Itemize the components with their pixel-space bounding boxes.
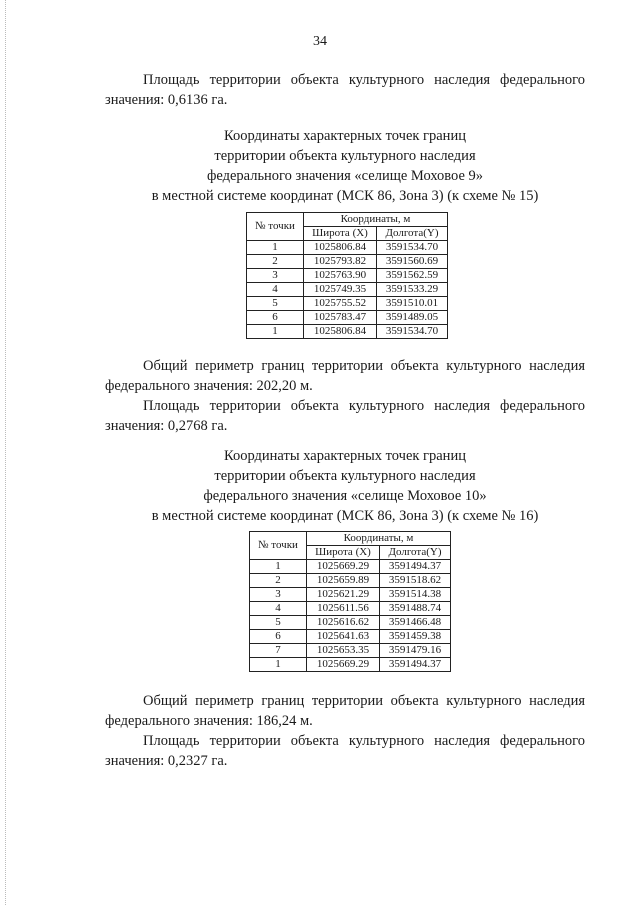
cell-latitude: 1025611.56 <box>307 602 380 616</box>
header-coordinates: Координаты, м <box>307 532 451 546</box>
table-row <box>250 616 451 630</box>
cell-point: 4 <box>250 602 307 616</box>
cell-longitude: 3591466.48 <box>380 616 451 630</box>
cell-longitude: 3591489.05 <box>377 311 448 325</box>
cell-longitude: 3591560.69 <box>377 255 448 269</box>
section1-heading-line-2: территории объекта культурного наследия <box>214 148 476 164</box>
cell-latitude: 1025755.52 <box>304 297 377 311</box>
section2-heading-line-2: территории объекта культурного наследия <box>214 468 476 484</box>
cell-point: 2 <box>250 574 307 588</box>
cell-latitude: 1025669.29 <box>307 658 380 672</box>
cell-point: 1 <box>250 560 307 574</box>
table-row <box>247 269 448 283</box>
cell-point: 5 <box>250 616 307 630</box>
table-row <box>247 255 448 269</box>
cell-latitude: 1025793.82 <box>304 255 377 269</box>
perimeter-paragraph-1 <box>105 356 585 396</box>
cell-point: 5 <box>247 297 304 311</box>
cell-longitude: 3591494.37 <box>380 658 451 672</box>
table-row <box>247 283 448 297</box>
cell-point: 6 <box>247 311 304 325</box>
table-row <box>250 630 451 644</box>
table-row <box>247 297 448 311</box>
cell-longitude: 3591494.37 <box>380 560 451 574</box>
header-point-number: № точки <box>247 213 304 241</box>
cell-longitude: 3591533.29 <box>377 283 448 297</box>
cell-point: 4 <box>247 283 304 297</box>
header-latitude: Широта (X) <box>307 546 380 560</box>
table-header-row <box>247 213 448 227</box>
area-line-2: значения: 0,2768 га. <box>105 418 228 434</box>
cell-latitude: 1025621.29 <box>307 588 380 602</box>
section2-heading-line-3: федерального значения «селище Моховое 10» <box>203 488 487 504</box>
cell-latitude: 1025616.62 <box>307 616 380 630</box>
cell-point: 1 <box>247 241 304 255</box>
section1-heading-line-4: в местной системе координат (МСК 86, Зона 3) (к схеме № 15) <box>151 188 539 204</box>
cell-latitude: 1025806.84 <box>304 241 377 255</box>
cell-latitude: 1025653.35 <box>307 644 380 658</box>
cell-latitude: 1025669.29 <box>307 560 380 574</box>
perimeter-line-2: федерального значения: 186,24 м. <box>105 713 313 729</box>
table-row <box>250 574 451 588</box>
area-line-1: Площадь территории объекта культурного наследия федерального <box>143 72 585 88</box>
coordinates-table-2 <box>249 531 451 672</box>
cell-longitude: 3591534.70 <box>377 241 448 255</box>
perimeter-line-2: федерального значения: 202,20 м. <box>105 378 313 394</box>
area-line-2: значения: 0,6136 га. <box>105 92 228 108</box>
cell-latitude: 1025783.47 <box>304 311 377 325</box>
cell-latitude: 1025763.90 <box>304 269 377 283</box>
table-row <box>247 325 448 339</box>
table-header-row <box>250 532 451 546</box>
cell-latitude: 1025749.35 <box>304 283 377 297</box>
area-paragraph-2 <box>105 731 585 771</box>
cell-longitude: 3591479.16 <box>380 644 451 658</box>
perimeter-line-1: Общий периметр границ территории объекта культурного наследия <box>143 358 585 374</box>
cell-point: 7 <box>250 644 307 658</box>
table-row <box>247 241 448 255</box>
cell-point: 6 <box>250 630 307 644</box>
table-row <box>250 644 451 658</box>
section2-heading-line-1: Координаты характерных точек границ <box>224 448 466 464</box>
table-row <box>250 658 451 672</box>
perimeter-paragraph-2 <box>105 691 585 731</box>
cell-latitude: 1025806.84 <box>304 325 377 339</box>
cell-point: 1 <box>247 325 304 339</box>
header-point-number: № точки <box>250 532 307 560</box>
area-line-1: Площадь территории объекта культурного наследия федерального <box>143 733 585 749</box>
cell-latitude: 1025641.63 <box>307 630 380 644</box>
cell-point: 3 <box>247 269 304 283</box>
section2-heading <box>120 446 570 526</box>
cell-longitude: 3591518.62 <box>380 574 451 588</box>
area-paragraph-top <box>105 70 585 110</box>
table-row <box>250 602 451 616</box>
header-latitude: Широта (X) <box>304 227 377 241</box>
perimeter-line-1: Общий периметр границ территории объекта культурного наследия <box>143 693 585 709</box>
cell-longitude: 3591534.70 <box>377 325 448 339</box>
coordinates-table-1 <box>246 212 448 339</box>
table-row <box>250 560 451 574</box>
table-row <box>250 588 451 602</box>
cell-latitude: 1025659.89 <box>307 574 380 588</box>
cell-longitude: 3591488.74 <box>380 602 451 616</box>
cell-point: 3 <box>250 588 307 602</box>
area-line-1: Площадь территории объекта культурного наследия федерального <box>143 398 585 414</box>
section1-heading <box>120 126 570 206</box>
cell-point: 2 <box>247 255 304 269</box>
header-longitude: Долгота(Y) <box>380 546 451 560</box>
table-row <box>247 311 448 325</box>
area-line-2: значения: 0,2327 га. <box>105 753 228 769</box>
cell-longitude: 3591459.38 <box>380 630 451 644</box>
cell-point: 1 <box>250 658 307 672</box>
section1-heading-line-1: Координаты характерных точек границ <box>224 128 466 144</box>
area-paragraph-1 <box>105 396 585 436</box>
section1-heading-line-3: федерального значения «селище Моховое 9» <box>206 168 484 184</box>
cell-longitude: 3591562.59 <box>377 269 448 283</box>
left-margin-line <box>5 0 7 905</box>
cell-longitude: 3591510.01 <box>377 297 448 311</box>
header-coordinates: Координаты, м <box>304 213 448 227</box>
page-number: 34 <box>313 34 327 49</box>
section2-heading-line-4: в местной системе координат (МСК 86, Зона 3) (к схеме № 16) <box>151 508 539 524</box>
cell-longitude: 3591514.38 <box>380 588 451 602</box>
header-longitude: Долгота(Y) <box>377 227 448 241</box>
